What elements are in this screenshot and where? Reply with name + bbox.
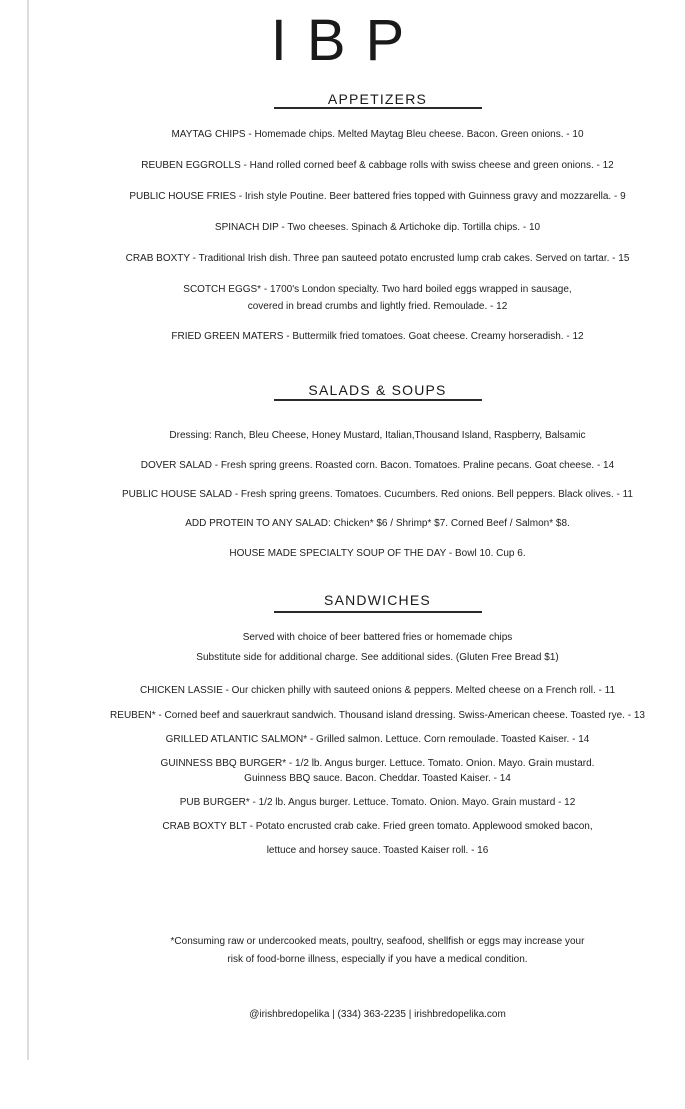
menu-item-pub-burger: PUB BURGER* - 1/2 lb. Angus burger. Lettuce. Tomato. Onion. Mayo. Grain mustard - 12 [179, 797, 576, 808]
menu-item-crab-boxty-blt: CRAB BOXTY BLT - Potato encrusted crab cake. Fried green tomato. Applewood smoked bacon, [162, 821, 593, 832]
health-disclaimer-continued: risk of food-borne illness, especially if you have a medical condition. [227, 954, 528, 965]
menu-item-dover-salad: DOVER SALAD - Fresh spring greens. Roasted corn. Bacon. Tomatoes. Praline pecans. Goat cheese. - 14 [140, 460, 615, 471]
menu-item-crab-boxty-blt-continued: lettuce and horsey sauce. Toasted Kaiser roll. - 16 [266, 845, 489, 856]
sandwich-side-note: Served with choice of beer battered fries or homemade chips [242, 632, 513, 643]
menu-item-soup-of-the-day: HOUSE MADE SPECIALTY SOUP OF THE DAY - Bowl 10. Cup 6. [229, 548, 526, 559]
menu-item-public-house-salad: PUBLIC HOUSE SALAD - Fresh spring greens. Tomatoes. Cucumbers. Red onions. Bell peppers. Black olives. - 11 [122, 489, 633, 500]
menu-item-reuben: REUBEN* - Corned beef and sauerkraut sandwich. Thousand island dressing. Swiss-American cheese. Toasted rye. - 13 [110, 710, 645, 721]
add-protein-note: ADD PROTEIN TO ANY SALAD: Chicken* $6 / Shrimp* $7. Corned Beef / Salmon* $8. [185, 518, 570, 529]
health-disclaimer: *Consuming raw or undercooked meats, poultry, seafood, shellfish or eggs may increase your [170, 936, 585, 947]
dressing-options: Dressing: Ranch, Bleu Cheese, Honey Mustard, Italian,Thousand Island, Raspberry, Balsamic [169, 430, 586, 441]
menu-item-reuben-eggrolls: REUBEN EGGROLLS - Hand rolled corned beef & cabbage rolls with swiss cheese and green onions. - 12 [141, 160, 614, 171]
section-underline [274, 611, 482, 613]
section-underline [274, 399, 482, 401]
menu-item-public-house-fries: PUBLIC HOUSE FRIES - Irish style Poutine. Beer battered fries topped with Guinness gravy and mozzarella. - 9 [129, 191, 626, 202]
section-heading-appetizers: APPETIZERS [327, 91, 428, 107]
menu-item-chicken-lassie: CHICKEN LASSIE - Our chicken philly with sauteed onions & peppers. Melted cheese on a French roll. - 11 [139, 685, 616, 696]
section-heading-salads-soups: SALADS & SOUPS [308, 382, 447, 398]
menu-item-scotch-eggs: SCOTCH EGGS* - 1700's London specialty. Two hard boiled eggs wrapped in sausage, [183, 284, 572, 295]
menu-item-crab-boxty: CRAB BOXTY - Traditional Irish dish. Three pan sauteed potato encrusted lump crab cakes. Served on tartar. - 15 [125, 253, 630, 264]
restaurant-logo: IBP [270, 8, 425, 73]
menu-item-grilled-atlantic-salmon: GRILLED ATLANTIC SALMON* - Grilled salmon. Lettuce. Corn remoulade. Toasted Kaiser. - 14 [165, 734, 590, 745]
menu-item-guinness-bbq-burger-continued: Guinness BBQ sauce. Bacon. Cheddar. Toasted Kaiser. - 14 [244, 773, 511, 784]
menu-item-maytag-chips: MAYTAG CHIPS - Homemade chips. Melted Maytag Bleu cheese. Bacon. Green onions. - 10 [171, 129, 584, 140]
menu-item-fried-green-maters: FRIED GREEN MATERS - Buttermilk fried tomatoes. Goat cheese. Creamy horseradish. - 12 [171, 331, 584, 342]
section-heading-sandwiches: SANDWICHES [324, 592, 431, 608]
section-underline [274, 107, 482, 109]
menu-item-scotch-eggs-continued: covered in bread crumbs and lightly fried. Remoulade. - 12 [247, 301, 508, 312]
menu-item-guinness-bbq-burger: GUINNESS BBQ BURGER* - 1/2 lb. Angus burger. Lettuce. Tomato. Onion. Mayo. Grain mustard. [160, 758, 595, 769]
menu-item-spinach-dip: SPINACH DIP - Two cheeses. Spinach & Artichoke dip. Tortilla chips. - 10 [214, 222, 541, 233]
contact-footer: @irishbredopelika | (334) 363-2235 | irishbredopelika.com [249, 1009, 506, 1020]
sandwich-substitute-note: Substitute side for additional charge. See additional sides. (Gluten Free Bread $1) [196, 652, 559, 663]
